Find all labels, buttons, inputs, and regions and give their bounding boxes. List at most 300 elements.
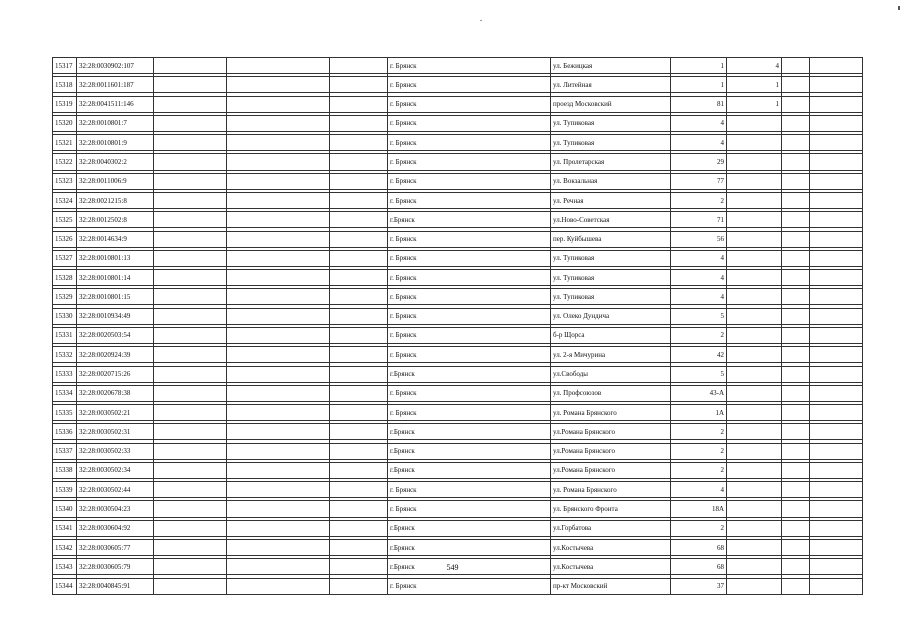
cadastral-number: 32:28:0030502:34 bbox=[77, 462, 154, 478]
table-row bbox=[53, 501, 863, 517]
table-row bbox=[53, 212, 863, 228]
empty-cell bbox=[782, 58, 810, 74]
empty-cell bbox=[782, 77, 810, 93]
empty-cell bbox=[330, 115, 388, 131]
extra-value bbox=[727, 115, 782, 131]
cadastral-number: 32:28:0030502:33 bbox=[77, 443, 154, 459]
empty-cell bbox=[227, 270, 330, 286]
street-cell: ул. Тупиковая bbox=[551, 250, 671, 266]
empty-cell bbox=[330, 135, 388, 151]
extra-value bbox=[727, 327, 782, 343]
street-cell: ул. Брянского Фронта bbox=[551, 501, 671, 517]
empty-cell bbox=[810, 540, 863, 556]
empty-cell bbox=[810, 366, 863, 382]
cadastral-number: 32:28:0014634:9 bbox=[77, 231, 154, 247]
street-cell: ул. Литейная bbox=[551, 77, 671, 93]
row-number: 15319 bbox=[53, 96, 77, 112]
row-number: 15341 bbox=[53, 520, 77, 536]
house-number: 4 bbox=[671, 270, 727, 286]
city-cell: г.Брянск bbox=[388, 540, 551, 556]
empty-cell bbox=[227, 443, 330, 459]
city-cell: г.Брянск bbox=[388, 366, 551, 382]
empty-cell bbox=[227, 154, 330, 170]
empty-cell bbox=[810, 192, 863, 208]
city-cell: г. Брянск bbox=[388, 77, 551, 93]
empty-cell bbox=[227, 405, 330, 421]
empty-cell bbox=[782, 308, 810, 324]
empty-cell bbox=[227, 96, 330, 112]
cadastral-number: 32:28:0030502:44 bbox=[77, 482, 154, 498]
row-number: 15336 bbox=[53, 424, 77, 440]
empty-cell bbox=[227, 115, 330, 131]
table-row bbox=[53, 443, 863, 459]
empty-cell bbox=[810, 173, 863, 189]
city-cell: г.Брянск bbox=[388, 559, 551, 575]
street-cell: ул. Тупиковая bbox=[551, 115, 671, 131]
empty-cell bbox=[154, 308, 227, 324]
street-cell: б-р Щорса bbox=[551, 327, 671, 343]
cadastral-number: 32:28:0011601:187 bbox=[77, 77, 154, 93]
street-cell: ул. Вокзальная bbox=[551, 173, 671, 189]
cadastral-number: 32:28:0020678:38 bbox=[77, 385, 154, 401]
empty-cell bbox=[227, 308, 330, 324]
empty-cell bbox=[227, 58, 330, 74]
row-number: 15323 bbox=[53, 173, 77, 189]
street-cell: пр-кт Московский bbox=[551, 578, 671, 594]
city-cell: г. Брянск bbox=[388, 173, 551, 189]
street-cell: ул.Ново-Советская bbox=[551, 212, 671, 228]
street-cell: ул. Романа Брянского bbox=[551, 405, 671, 421]
city-cell: г. Брянск bbox=[388, 327, 551, 343]
empty-cell bbox=[227, 540, 330, 556]
table-row bbox=[53, 578, 863, 594]
extra-value bbox=[727, 520, 782, 536]
empty-cell bbox=[227, 77, 330, 93]
table-row bbox=[53, 366, 863, 382]
extra-value bbox=[727, 270, 782, 286]
street-cell: ул.Костычева bbox=[551, 540, 671, 556]
empty-cell bbox=[154, 135, 227, 151]
street-cell: ул. Речная bbox=[551, 192, 671, 208]
house-number: 77 bbox=[671, 173, 727, 189]
row-number: 15320 bbox=[53, 115, 77, 131]
empty-cell bbox=[330, 443, 388, 459]
city-cell: г. Брянск bbox=[388, 250, 551, 266]
cadastral-number: 32:28:0041511:146 bbox=[77, 96, 154, 112]
empty-cell bbox=[330, 366, 388, 382]
empty-cell bbox=[154, 77, 227, 93]
street-cell: ул. Олеко Дундича bbox=[551, 308, 671, 324]
city-cell: г. Брянск bbox=[388, 482, 551, 498]
house-number: 2 bbox=[671, 520, 727, 536]
empty-cell bbox=[227, 520, 330, 536]
empty-cell bbox=[782, 115, 810, 131]
row-number: 15327 bbox=[53, 250, 77, 266]
empty-cell bbox=[227, 501, 330, 517]
cadastral-number: 32:28:0012502:8 bbox=[77, 212, 154, 228]
empty-cell bbox=[227, 289, 330, 305]
street-cell: ул.Свободы bbox=[551, 366, 671, 382]
row-number: 15334 bbox=[53, 385, 77, 401]
row-number: 15324 bbox=[53, 192, 77, 208]
table-row bbox=[53, 231, 863, 247]
row-number: 15339 bbox=[53, 482, 77, 498]
city-cell: г. Брянск bbox=[388, 154, 551, 170]
empty-cell bbox=[330, 462, 388, 478]
table-row bbox=[53, 520, 863, 536]
empty-cell bbox=[810, 443, 863, 459]
extra-value bbox=[727, 366, 782, 382]
empty-cell bbox=[810, 58, 863, 74]
cadastral-number: 32:28:0030605:77 bbox=[77, 540, 154, 556]
street-cell: ул. Профсоюзов bbox=[551, 385, 671, 401]
house-number: 4 bbox=[671, 289, 727, 305]
street-cell: ул.Романа Брянского bbox=[551, 424, 671, 440]
scan-speck bbox=[898, 6, 900, 10]
empty-cell bbox=[330, 482, 388, 498]
street-cell: ул. Тупиковая bbox=[551, 270, 671, 286]
empty-cell bbox=[330, 77, 388, 93]
cadastral-number: 32:28:0030604:92 bbox=[77, 520, 154, 536]
city-cell: г. Брянск bbox=[388, 289, 551, 305]
street-cell: ул. Тупиковая bbox=[551, 289, 671, 305]
empty-cell bbox=[330, 308, 388, 324]
street-cell: ул. Пролетарская bbox=[551, 154, 671, 170]
empty-cell bbox=[330, 327, 388, 343]
table-row bbox=[53, 58, 863, 74]
empty-cell bbox=[227, 327, 330, 343]
extra-value: 1 bbox=[727, 77, 782, 93]
row-number: 15318 bbox=[53, 77, 77, 93]
empty-cell bbox=[782, 192, 810, 208]
empty-cell bbox=[810, 308, 863, 324]
empty-cell bbox=[154, 520, 227, 536]
city-cell: г. Брянск bbox=[388, 135, 551, 151]
empty-cell bbox=[810, 347, 863, 363]
street-cell: ул.Романа Брянского bbox=[551, 443, 671, 459]
empty-cell bbox=[154, 154, 227, 170]
empty-cell bbox=[154, 212, 227, 228]
empty-cell bbox=[154, 115, 227, 131]
page-number: 549 bbox=[446, 563, 459, 572]
extra-value bbox=[727, 462, 782, 478]
cadastral-number: 32:28:0010801:15 bbox=[77, 289, 154, 305]
extra-value bbox=[727, 405, 782, 421]
empty-cell bbox=[782, 173, 810, 189]
table-row bbox=[53, 270, 863, 286]
city-cell: г. Брянск bbox=[388, 405, 551, 421]
city-cell: г.Брянск bbox=[388, 443, 551, 459]
empty-cell bbox=[154, 385, 227, 401]
table-row bbox=[53, 192, 863, 208]
empty-cell bbox=[330, 289, 388, 305]
house-number: 2 bbox=[671, 424, 727, 440]
table-row bbox=[53, 327, 863, 343]
empty-cell bbox=[154, 443, 227, 459]
empty-cell bbox=[227, 424, 330, 440]
street-cell: ул. Романа Брянского bbox=[551, 482, 671, 498]
house-number: 4 bbox=[671, 115, 727, 131]
city-cell: г. Брянск bbox=[388, 96, 551, 112]
empty-cell bbox=[782, 443, 810, 459]
house-number: 1 bbox=[671, 58, 727, 74]
empty-cell bbox=[154, 327, 227, 343]
extra-value bbox=[727, 212, 782, 228]
table-row bbox=[53, 540, 863, 556]
row-number: 15333 bbox=[53, 366, 77, 382]
house-number: 1 bbox=[671, 77, 727, 93]
empty-cell bbox=[782, 347, 810, 363]
street-cell: пер. Куйбышева bbox=[551, 231, 671, 247]
table-row bbox=[53, 405, 863, 421]
empty-cell bbox=[330, 96, 388, 112]
house-number: 2 bbox=[671, 462, 727, 478]
table-row bbox=[53, 347, 863, 363]
street-cell: ул. Бежицкая bbox=[551, 58, 671, 74]
empty-cell bbox=[810, 135, 863, 151]
empty-cell bbox=[810, 250, 863, 266]
cadastral-number: 32:28:0020924:39 bbox=[77, 347, 154, 363]
extra-value bbox=[727, 347, 782, 363]
house-number: 1А bbox=[671, 405, 727, 421]
empty-cell bbox=[782, 135, 810, 151]
house-number: 2 bbox=[671, 443, 727, 459]
empty-cell bbox=[810, 231, 863, 247]
empty-cell bbox=[782, 482, 810, 498]
cadastral-number: 32:28:0040302:2 bbox=[77, 154, 154, 170]
extra-value bbox=[727, 385, 782, 401]
city-cell: г.Брянск bbox=[388, 212, 551, 228]
empty-cell bbox=[782, 154, 810, 170]
empty-cell bbox=[227, 366, 330, 382]
cadastral-number: 32:28:0030502:21 bbox=[77, 405, 154, 421]
city-cell: г. Брянск bbox=[388, 308, 551, 324]
empty-cell bbox=[330, 270, 388, 286]
city-cell: г. Брянск bbox=[388, 385, 551, 401]
empty-cell bbox=[782, 327, 810, 343]
empty-cell bbox=[330, 405, 388, 421]
extra-value: 4 bbox=[727, 58, 782, 74]
empty-cell bbox=[154, 366, 227, 382]
empty-cell bbox=[782, 366, 810, 382]
house-number: 5 bbox=[671, 308, 727, 324]
table-row bbox=[53, 154, 863, 170]
empty-cell bbox=[154, 270, 227, 286]
table-row bbox=[53, 462, 863, 478]
cadastral-number: 32:28:0021215:8 bbox=[77, 192, 154, 208]
empty-cell bbox=[154, 289, 227, 305]
house-number: 2 bbox=[671, 192, 727, 208]
empty-cell bbox=[782, 212, 810, 228]
register-table bbox=[52, 57, 863, 595]
house-number: 4 bbox=[671, 250, 727, 266]
extra-value bbox=[727, 424, 782, 440]
empty-cell bbox=[154, 578, 227, 594]
house-number: 18А bbox=[671, 501, 727, 517]
table-row bbox=[53, 482, 863, 498]
row-number: 15328 bbox=[53, 270, 77, 286]
city-cell: г. Брянск bbox=[388, 347, 551, 363]
empty-cell bbox=[810, 520, 863, 536]
city-cell: г. Брянск bbox=[388, 231, 551, 247]
city-cell: г. Брянск bbox=[388, 58, 551, 74]
table-row bbox=[53, 173, 863, 189]
empty-cell bbox=[330, 424, 388, 440]
empty-cell bbox=[227, 578, 330, 594]
empty-cell bbox=[810, 289, 863, 305]
row-number: 15335 bbox=[53, 405, 77, 421]
city-cell: г. Брянск bbox=[388, 578, 551, 594]
empty-cell bbox=[330, 58, 388, 74]
empty-cell bbox=[782, 424, 810, 440]
house-number: 4 bbox=[671, 135, 727, 151]
cadastral-number: 32:28:0030902:107 bbox=[77, 58, 154, 74]
empty-cell bbox=[154, 405, 227, 421]
empty-cell bbox=[782, 385, 810, 401]
row-number: 15343 bbox=[53, 559, 77, 575]
cadastral-number: 32:28:0020715:26 bbox=[77, 366, 154, 382]
street-cell: ул. Тупиковая bbox=[551, 135, 671, 151]
empty-cell bbox=[330, 154, 388, 170]
cadastral-number: 32:28:0030605:79 bbox=[77, 559, 154, 575]
empty-cell bbox=[330, 501, 388, 517]
empty-cell bbox=[810, 77, 863, 93]
extra-value bbox=[727, 289, 782, 305]
row-number: 15321 bbox=[53, 135, 77, 151]
table-row bbox=[53, 289, 863, 305]
empty-cell bbox=[782, 578, 810, 594]
cadastral-number: 32:28:0040845:91 bbox=[77, 578, 154, 594]
row-number: 15329 bbox=[53, 289, 77, 305]
extra-value bbox=[727, 154, 782, 170]
cadastral-number: 32:28:0011006:9 bbox=[77, 173, 154, 189]
empty-cell bbox=[227, 173, 330, 189]
empty-cell bbox=[782, 462, 810, 478]
row-number: 15332 bbox=[53, 347, 77, 363]
empty-cell bbox=[782, 405, 810, 421]
empty-cell bbox=[330, 385, 388, 401]
empty-cell bbox=[782, 289, 810, 305]
street-cell: ул.Костычева bbox=[551, 559, 671, 575]
empty-cell bbox=[330, 540, 388, 556]
empty-cell bbox=[782, 250, 810, 266]
empty-cell bbox=[154, 482, 227, 498]
city-cell: г. Брянск bbox=[388, 115, 551, 131]
row-number: 15326 bbox=[53, 231, 77, 247]
extra-value bbox=[727, 482, 782, 498]
city-cell: г. Брянск bbox=[388, 270, 551, 286]
empty-cell bbox=[810, 96, 863, 112]
scan-speck bbox=[480, 20, 482, 21]
row-number: 15330 bbox=[53, 308, 77, 324]
empty-cell bbox=[810, 115, 863, 131]
empty-cell bbox=[154, 173, 227, 189]
empty-cell bbox=[782, 540, 810, 556]
house-number: 4 bbox=[671, 482, 727, 498]
empty-cell bbox=[154, 424, 227, 440]
cadastral-number: 32:28:0010934:49 bbox=[77, 308, 154, 324]
table-row bbox=[53, 115, 863, 131]
empty-cell bbox=[330, 231, 388, 247]
table-row bbox=[53, 308, 863, 324]
empty-cell bbox=[330, 347, 388, 363]
empty-cell bbox=[330, 578, 388, 594]
row-number: 15338 bbox=[53, 462, 77, 478]
house-number: 68 bbox=[671, 559, 727, 575]
empty-cell bbox=[330, 192, 388, 208]
city-cell: г. Брянск bbox=[388, 192, 551, 208]
empty-cell bbox=[782, 520, 810, 536]
cadastral-number: 32:28:0030504:23 bbox=[77, 501, 154, 517]
house-number: 29 bbox=[671, 154, 727, 170]
empty-cell bbox=[782, 501, 810, 517]
extra-value bbox=[727, 540, 782, 556]
extra-value bbox=[727, 192, 782, 208]
empty-cell bbox=[810, 462, 863, 478]
empty-cell bbox=[810, 154, 863, 170]
empty-cell bbox=[810, 212, 863, 228]
empty-cell bbox=[810, 327, 863, 343]
empty-cell bbox=[782, 270, 810, 286]
cadastral-number: 32:28:0010801:14 bbox=[77, 270, 154, 286]
house-number: 2 bbox=[671, 327, 727, 343]
extra-value bbox=[727, 231, 782, 247]
extra-value bbox=[727, 308, 782, 324]
empty-cell bbox=[227, 231, 330, 247]
extra-value bbox=[727, 173, 782, 189]
empty-cell bbox=[330, 250, 388, 266]
empty-cell bbox=[154, 96, 227, 112]
extra-value: 1 bbox=[727, 96, 782, 112]
row-number: 15342 bbox=[53, 540, 77, 556]
empty-cell bbox=[810, 270, 863, 286]
empty-cell bbox=[810, 501, 863, 517]
cadastral-number: 32:28:0010801:9 bbox=[77, 135, 154, 151]
extra-value bbox=[727, 578, 782, 594]
table-row bbox=[53, 250, 863, 266]
empty-cell bbox=[810, 482, 863, 498]
empty-cell bbox=[227, 212, 330, 228]
house-number: 5 bbox=[671, 366, 727, 382]
empty-cell bbox=[227, 192, 330, 208]
street-cell: ул. 2-я Мичурина bbox=[551, 347, 671, 363]
empty-cell bbox=[227, 135, 330, 151]
empty-cell bbox=[227, 482, 330, 498]
empty-cell bbox=[330, 520, 388, 536]
street-cell: проезд Московский bbox=[551, 96, 671, 112]
row-number: 15337 bbox=[53, 443, 77, 459]
cadastral-number: 32:28:0010801:13 bbox=[77, 250, 154, 266]
extra-value bbox=[727, 501, 782, 517]
register-body bbox=[53, 58, 863, 595]
extra-value bbox=[727, 135, 782, 151]
street-cell: ул.Горбатова bbox=[551, 520, 671, 536]
row-number: 15331 bbox=[53, 327, 77, 343]
row-number: 15322 bbox=[53, 154, 77, 170]
empty-cell bbox=[227, 385, 330, 401]
empty-cell bbox=[227, 347, 330, 363]
empty-cell bbox=[154, 540, 227, 556]
table-row bbox=[53, 385, 863, 401]
empty-cell bbox=[810, 385, 863, 401]
city-cell: г.Брянск bbox=[388, 462, 551, 478]
cadastral-number: 32:28:0030502:31 bbox=[77, 424, 154, 440]
empty-cell bbox=[154, 347, 227, 363]
empty-cell bbox=[330, 212, 388, 228]
city-cell: г.Брянск bbox=[388, 520, 551, 536]
empty-cell bbox=[154, 462, 227, 478]
row-number: 15317 bbox=[53, 58, 77, 74]
